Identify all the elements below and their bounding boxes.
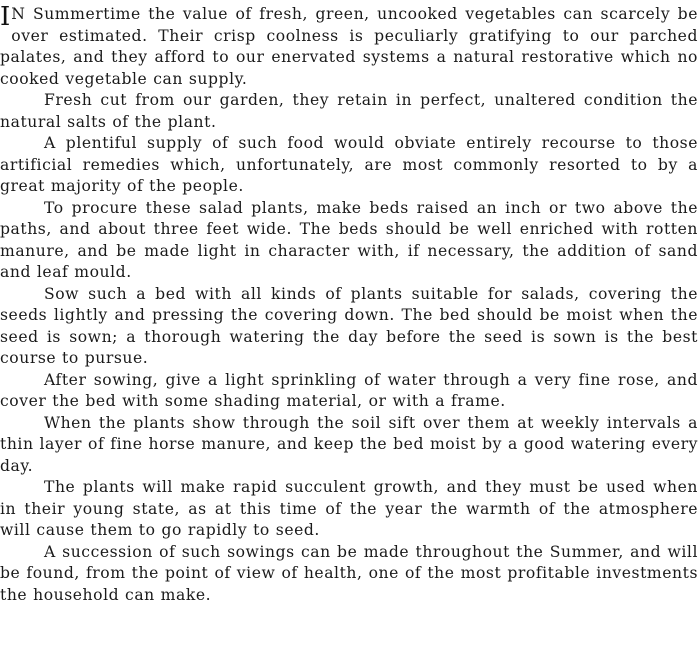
- paragraph: A plentiful supply of such food would obviate entirely recourse to those artificial remedies which, unfortunately, are most commonly resorted to by a great majority of the people.: [0, 134, 698, 195]
- paragraph: The plants will make rapid succulent growth, and they must be used when in their young state, as at this time of the year the warmth of the atmosphere will cause them to go rapidly to seed.: [0, 478, 698, 539]
- paragraph-intro: [0, 4, 698, 90]
- paragraph: After sowing, give a light sprinkling of water through a very fine rose, and cover the bed with some shading material, or with a frame.: [0, 370, 698, 410]
- paragraph-intro-text: N Summertime the value of fresh, green, uncooked vegetables can scarcely be over estimated. Their crisp coolness is peculiarly gratifying to our parched palates, and they afford to our enervated systems a natural restorative which no cooked vegetable can supply.: [0, 5, 698, 88]
- paragraph: To procure these salad plants, make beds raised an inch or two above the paths, and about three feet wide. The beds should be well enriched with rotten manure, and be made light in character with, if necessary, the addition of sand and leaf mould.: [0, 198, 698, 281]
- paragraph: Fresh cut from our garden, they retain in perfect, unaltered condition the natural salts of the plant.: [0, 91, 698, 131]
- article-body: [0, 4, 698, 606]
- paragraph: Sow such a bed with all kinds of plants suitable for salads, covering the seeds lightly and pressing the covering down. The bed should be moist when the seed is sown; a thorough watering the day before the seed is sown is the best course to pursue.: [0, 284, 698, 367]
- drop-cap: I: [0, 2, 8, 32]
- paragraph: A succession of such sowings can be made throughout the Summer, and will be found, from the point of view of health, one of the most profitable investments the household can make.: [0, 542, 698, 604]
- paragraph: When the plants show through the soil sift over them at weekly intervals a thin layer of fine horse manure, and keep the bed moist by a good watering every day.: [0, 413, 698, 475]
